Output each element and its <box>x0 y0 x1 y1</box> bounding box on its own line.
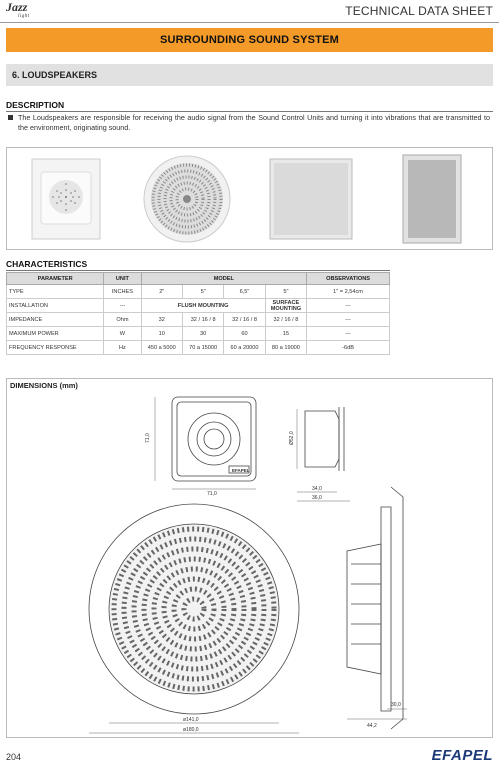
dim-71-bottom: 71,0 <box>207 491 217 497</box>
logo-subtext: light <box>18 14 30 19</box>
dim-30: 30,0 <box>391 702 401 708</box>
cell-obs: --- <box>307 327 390 341</box>
cell-model: 15 <box>265 327 306 341</box>
dim-52: Ø52,0 <box>289 431 295 445</box>
dim-180: ø180,0 <box>183 727 199 733</box>
cell-model: 32 / 16 / 8 <box>265 313 306 327</box>
large-speaker-front <box>89 504 299 714</box>
cell-model: SURFACE MOUNTING <box>265 299 306 313</box>
cell-model: 80 a 19000 <box>265 341 306 355</box>
cell-obs: --- <box>307 313 390 327</box>
cell-model: 60 a 20000 <box>224 341 265 355</box>
header-parameter: PARAMETER <box>7 273 104 285</box>
cell-param: TYPE <box>7 285 104 299</box>
dimension-drawings <box>7 379 492 737</box>
cell-model: 32 / 16 / 8 <box>224 313 265 327</box>
cell-unit: Hz <box>104 341 141 355</box>
cell-model: 5" <box>265 285 306 299</box>
description-text: The Loudspeakers are responsible for receiving the audio signal from the Sound Control Units and turning it into vibrations that are transmitted to the environment, originating sound. <box>18 113 490 132</box>
dim-71-side: 71,0 <box>145 433 151 443</box>
page-header <box>0 0 499 24</box>
table-row <box>7 341 390 355</box>
cell-model: 10 <box>141 327 182 341</box>
cell-unit: INCHES <box>104 285 141 299</box>
characteristics-table <box>6 272 390 355</box>
jazz-logo <box>6 2 30 22</box>
table-row <box>7 327 390 341</box>
header-divider <box>0 22 499 23</box>
header-unit: UNIT <box>104 273 141 285</box>
cell-model: 32 / 16 / 8 <box>182 313 223 327</box>
dim-34: 34,0 <box>312 486 322 492</box>
description-heading: DESCRIPTION <box>6 100 493 112</box>
header-model: MODEL <box>141 273 307 285</box>
cell-model: 32 <box>141 313 182 327</box>
bullet-icon <box>8 115 13 120</box>
cell-param: FREQUENCY RESPONSE <box>7 341 104 355</box>
cell-param: IMPEDANCE <box>7 313 104 327</box>
cell-param: INSTALLATION <box>7 299 104 313</box>
logo-text: Jazz <box>6 0 28 14</box>
header-observations: OBSERVATIONS <box>307 273 390 285</box>
cell-model: 2" <box>141 285 182 299</box>
dimensions-heading: DIMENSIONS (mm) <box>10 381 78 390</box>
section-title: 6. LOUDSPEAKERS <box>6 64 493 86</box>
banner-title: SURROUNDING SOUND SYSTEM <box>6 28 493 52</box>
page-number: 204 <box>6 752 22 762</box>
speaker-5in-photo <box>142 154 232 244</box>
cell-unit: W <box>104 327 141 341</box>
efapel-logo: EFAPEL <box>431 747 493 764</box>
table-row <box>7 313 390 327</box>
cell-model: 30 <box>182 327 223 341</box>
dimensions-panel <box>6 378 493 738</box>
cell-model: FLUSH MOUNTING <box>141 299 265 313</box>
dim-44: 44,2 <box>367 723 377 729</box>
cell-unit: --- <box>104 299 141 313</box>
product-photos <box>6 147 493 250</box>
cell-model: 60 <box>224 327 265 341</box>
speaker-2in-photo <box>31 158 101 240</box>
drawing-brand-mark: EFAPEL <box>232 468 250 473</box>
table-header-row <box>7 273 390 285</box>
cell-model: 70 a 15000 <box>182 341 223 355</box>
dim-141: ø141,0 <box>183 717 199 723</box>
cell-unit: Ohm <box>104 313 141 327</box>
cell-obs: --- <box>307 299 390 313</box>
speaker-6in-photo <box>269 158 353 240</box>
small-speaker-side <box>305 407 344 471</box>
table-row <box>7 299 390 313</box>
cell-model: 5" <box>182 285 223 299</box>
characteristics-heading: CHARACTERISTICS <box>6 259 390 271</box>
document-title: TECHNICAL DATA SHEET <box>345 4 493 18</box>
cell-obs: -6dB <box>307 341 390 355</box>
cell-model: 6,5" <box>224 285 265 299</box>
dim-36: 36,0 <box>312 495 322 501</box>
large-speaker-side <box>347 487 403 729</box>
cell-model: 450 a 5000 <box>141 341 182 355</box>
cell-obs: 1" = 2,54cm <box>307 285 390 299</box>
speaker-surface-photo <box>402 154 462 244</box>
large-dim-lines <box>89 709 407 733</box>
table-row <box>7 285 390 299</box>
cell-param: MAXIMUM POWER <box>7 327 104 341</box>
